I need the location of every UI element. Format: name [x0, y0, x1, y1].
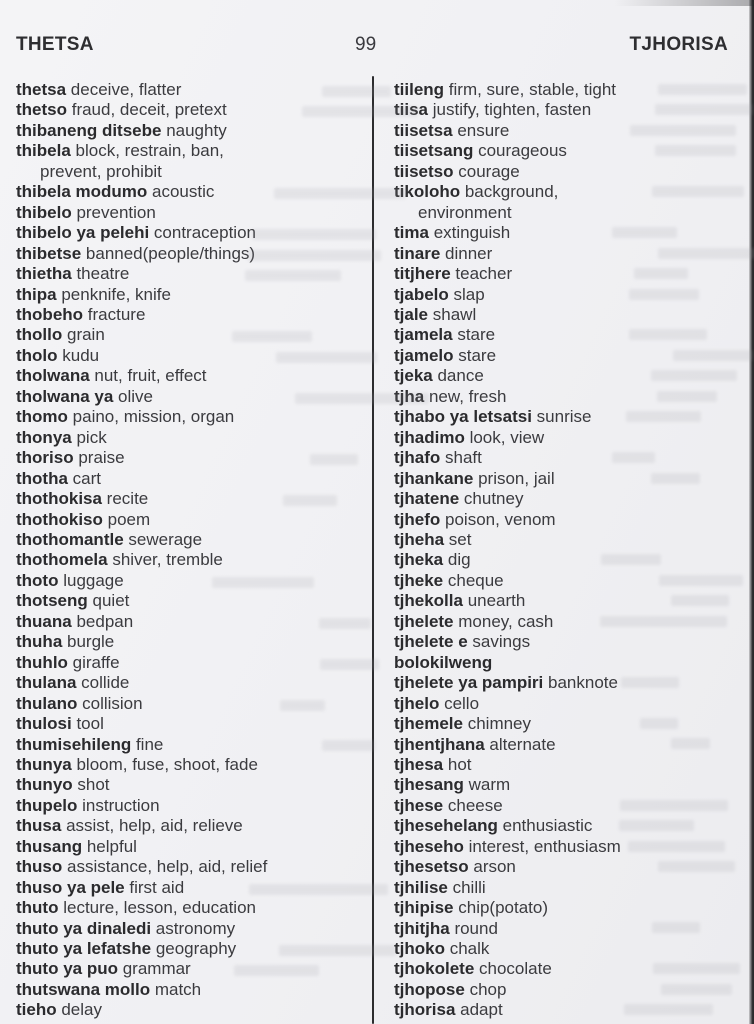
headword: thumisehileng: [16, 734, 132, 754]
headword: tima: [394, 223, 429, 243]
headword: thuto ya puo: [16, 959, 118, 979]
headword: tjheka: [394, 550, 444, 570]
ghost-text-blob: [657, 391, 717, 402]
headword: tjhafo: [394, 448, 441, 468]
ghost-text-blob: [651, 473, 700, 484]
headword: titjhere: [394, 264, 451, 284]
headword: thothomela: [16, 550, 108, 570]
headword: tjhesehelang: [394, 816, 498, 836]
ghost-text-blob: [659, 575, 743, 586]
dictionary-entry-line: tjheke cheque: [394, 570, 504, 590]
headword: thothokiso: [16, 509, 103, 529]
headword: tjhese: [394, 795, 444, 815]
dictionary-entry-line: thuana bedpan: [16, 611, 134, 631]
ghost-text-blob: [624, 1004, 713, 1015]
headword: tieho: [16, 1000, 57, 1020]
headword: thuha: [16, 632, 63, 652]
headword: tjhorisa: [394, 1000, 456, 1020]
running-head-right: TJHORISA: [629, 34, 728, 55]
headword: thoto: [16, 570, 59, 590]
headword: tjhesa: [394, 754, 444, 774]
dictionary-entry-line: tjheseho interest, enthusiasm: [394, 836, 621, 856]
headword: thietha: [16, 264, 72, 284]
headword: thibela modumo: [16, 182, 148, 202]
dictionary-entry-line: titjhere teacher: [394, 264, 513, 284]
dictionary-entry-line: tikoloho background,: [394, 182, 559, 202]
headword: thuso: [16, 857, 63, 877]
ghost-text-blob: [619, 820, 694, 831]
headword: tjamelo: [394, 345, 454, 365]
dictionary-entry-line: thuto ya dinaledi astronomy: [16, 918, 236, 938]
ghost-text-blob: [612, 227, 677, 238]
ghost-text-blob: [252, 229, 376, 240]
dictionary-entry-line: tjeka dance: [394, 366, 484, 386]
headword: tiisetsang: [394, 141, 474, 161]
headword: tjhabo ya letsatsi: [394, 407, 532, 427]
headword: thuana: [16, 611, 72, 631]
dictionary-entry-line: tiisetsa ensure: [394, 120, 510, 140]
dictionary-entry-line: tiisa justify, tighten, fasten: [394, 100, 592, 120]
ghost-text-blob: [295, 393, 429, 404]
headword: thibela: [16, 141, 71, 161]
dictionary-entry-line: tiileng firm, sure, stable, tight: [394, 80, 617, 99]
dictionary-entry-line: thunya bloom, fuse, shoot, fade: [16, 754, 258, 774]
dictionary-entry-line: tjhefo poison, venom: [394, 509, 556, 529]
headword: tjhesetso: [394, 857, 469, 877]
headword: thuhlo: [16, 652, 68, 672]
dictionary-entry-line: thutswana mollo match: [16, 979, 202, 999]
dictionary-entry-line: thumisehileng fine: [16, 734, 164, 754]
headword: thuto ya dinaledi: [16, 918, 152, 938]
ghost-text-blob: [658, 861, 735, 872]
headword: tinare: [394, 243, 441, 263]
dictionary-entry-line: prevent, prohibit: [40, 161, 162, 181]
dictionary-entry-line: thibetse banned(people/things): [16, 243, 256, 263]
dictionary-entry-line: tholo kudu: [16, 345, 100, 365]
headword: tjamela: [394, 325, 453, 345]
dictionary-entry-line: tjhipise chip(potato): [394, 898, 549, 918]
dictionary-entry-line: tjhabo ya letsatsi sunrise: [394, 407, 592, 427]
headword: tjhokolete: [394, 959, 475, 979]
ghost-text-blob: [628, 841, 725, 852]
headword: tjhelete ya pampiri: [394, 673, 544, 693]
dictionary-entry-line: thibelo prevention: [16, 202, 156, 222]
ghost-text-blob: [655, 104, 754, 115]
dictionary-entry-line: tjhafo shaft: [394, 448, 482, 468]
ghost-text-blob: [630, 125, 736, 136]
ghost-text-blob: [634, 268, 688, 279]
ghost-text-blob: [651, 370, 738, 381]
headword: thoriso: [16, 448, 74, 468]
headword: tjhopose: [394, 979, 465, 999]
headword: tjhatene: [394, 489, 460, 509]
dictionary-entry-line: tjheka dig: [394, 550, 471, 570]
ghost-text-blob: [671, 595, 730, 606]
dictionary-entry-line: tjhorisa adapt: [394, 1000, 503, 1020]
headword: tiisetso: [394, 161, 454, 181]
ghost-text-blob: [640, 718, 678, 729]
dictionary-entry-line: thuso assistance, help, aid, relief: [16, 857, 268, 877]
headword: thothokisa: [16, 489, 102, 509]
headword: thobeho: [16, 304, 84, 324]
headword: tjheke: [394, 570, 444, 590]
headword: thuto ya lefatshe: [16, 939, 152, 959]
headword: thulosi: [16, 714, 72, 734]
dictionary-entry-line: thunyo shot: [16, 775, 110, 795]
dictionary-entry-line: thobeho fracture: [16, 304, 146, 324]
dictionary-entry-line: thothokisa recite: [16, 489, 149, 509]
headword: thulana: [16, 673, 77, 693]
ghost-text-blob: [302, 106, 418, 117]
ghost-text-blob: [626, 411, 700, 422]
dictionary-entry-line: environment: [418, 202, 512, 222]
dictionary-entry-line: tjhopose chop: [394, 979, 507, 999]
dictionary-entry-line: tjhesetso arson: [394, 857, 516, 877]
headword: thollo: [16, 325, 63, 345]
dictionary-entry-line: tjhoko chalk: [394, 939, 490, 959]
page-number: 99: [355, 34, 377, 55]
dictionary-entry-line: thulano collision: [16, 693, 143, 713]
ghost-text-blob: [283, 495, 337, 506]
headword: tjhelete: [394, 611, 454, 631]
ghost-text-blob: [652, 922, 701, 933]
dictionary-entry-line: tiisetsang courageous: [394, 141, 567, 161]
ghost-text-blob: [232, 331, 313, 342]
headword: tjheseho: [394, 836, 464, 856]
headword: thupelo: [16, 795, 78, 815]
headword: tjhelo: [394, 693, 440, 713]
dictionary-entry-line: thulosi tool: [16, 714, 104, 734]
headword: tholo: [16, 345, 58, 365]
ghost-text-blob: [658, 248, 754, 259]
headword: tjale: [394, 304, 429, 324]
dictionary-entry-line: thomo paino, mission, organ: [16, 407, 235, 427]
dictionary-entry-line: thusa assist, help, aid, relieve: [16, 816, 243, 836]
dictionary-entry-line: tjhese cheese: [394, 795, 503, 815]
headword: thetso: [16, 100, 67, 120]
ghost-text-blob: [629, 329, 706, 340]
ghost-text-blob: [661, 984, 732, 995]
ghost-text-blob: [620, 800, 728, 811]
dictionary-entry-line: thuto lecture, lesson, education: [16, 898, 256, 918]
ghost-text-blob: [319, 618, 371, 629]
headword: thulano: [16, 693, 78, 713]
headword: tjha: [394, 386, 425, 406]
headword: tjhoko: [394, 939, 445, 959]
dictionary-entry-line: tjhelete ya pampiri banknote: [394, 673, 618, 693]
dictionary-entry-line: tjhesehelang enthusiastic: [394, 816, 593, 836]
headword: tjhentjhana: [394, 734, 485, 754]
headword: tjeka: [394, 366, 433, 386]
ghost-text-blob: [621, 677, 678, 688]
entries-column-left: [16, 80, 368, 1021]
dictionary-entry-line: tiisetso courage: [394, 161, 520, 181]
headword: bolokilweng: [394, 652, 493, 672]
dictionary-entry-line: tjale shawl: [394, 304, 477, 324]
dictionary-entry-line: thotha cart: [16, 468, 101, 488]
headword: thibelo: [16, 202, 72, 222]
headword: thusang: [16, 836, 83, 856]
ghost-text-blob: [671, 738, 710, 749]
dictionary-entry-line: tjhitjha round: [394, 918, 498, 938]
headword: thunya: [16, 754, 72, 774]
dictionary-entry-line: thothokiso poem: [16, 509, 151, 529]
ghost-text-blob: [612, 452, 655, 463]
headword: tjhelete e: [394, 632, 468, 652]
dictionary-entry-line: tjamelo stare: [394, 345, 497, 365]
ghost-text-blob: [274, 188, 406, 199]
dictionary-entry-line: tjhatene chutney: [394, 489, 524, 509]
dictionary-entry-line: tjhilise chilli: [394, 877, 486, 897]
ghost-text-blob: [655, 145, 737, 156]
headword: thusa: [16, 816, 62, 836]
headword: tjhankane: [394, 468, 474, 488]
scan-edge-shadow: [749, 0, 754, 1024]
dictionary-entry-line: tjamela stare: [394, 325, 496, 345]
dictionary-entry-line: thotseng quiet: [16, 591, 130, 611]
headword: thonya: [16, 427, 72, 447]
dictionary-entry-line: thibaneng ditsebe naughty: [16, 120, 227, 140]
ghost-text-blob: [673, 350, 754, 361]
ghost-text-blob: [320, 659, 379, 670]
dictionary-entry-line: thoriso praise: [16, 448, 125, 468]
dictionary-entry-line: thibela modumo acoustic: [16, 182, 215, 202]
dictionary-entry-line: tjhesa hot: [394, 754, 472, 774]
dictionary-entry-line: thibela block, restrain, ban,: [16, 141, 224, 161]
ghost-text-blob: [653, 963, 740, 974]
ghost-text-blob: [652, 186, 745, 197]
dictionary-entry-line: tjhokolete chocolate: [394, 959, 552, 979]
headword: tjheha: [394, 529, 445, 549]
dictionary-entry-line: tjhemele chimney: [394, 714, 532, 734]
dictionary-entry-line: thuhlo giraffe: [16, 652, 120, 672]
ghost-text-blob: [600, 616, 726, 627]
dictionary-entry-line: [394, 653, 744, 673]
dictionary-entry-line: tholwana nut, fruit, effect: [16, 366, 207, 386]
headword: thotseng: [16, 591, 88, 611]
dictionary-entry-line: tjheha set: [394, 529, 472, 549]
ghost-text-blob: [212, 577, 314, 588]
headword: tjhekolla: [394, 591, 463, 611]
dictionary-entry-line: thuto ya lefatshe geography: [16, 939, 237, 959]
headword: thibelo ya pelehi: [16, 223, 150, 243]
ghost-text-blob: [280, 700, 325, 711]
dictionary-entry-line: tjha new, fresh: [394, 386, 507, 406]
dictionary-entry-line: tjhekolla unearth: [394, 591, 526, 611]
dictionary-entry-line: thuha burgle: [16, 632, 115, 652]
dictionary-entry-line: thietha theatre: [16, 264, 130, 284]
ghost-text-blob: [629, 289, 698, 300]
scan-edge-top-shadow: [614, 0, 754, 6]
ghost-text-blob: [247, 250, 381, 261]
dictionary-entry-line: thetsa deceive, flatter: [16, 80, 182, 99]
dictionary-entry-line: thuso ya pele first aid: [16, 877, 185, 897]
dictionary-entry-line: thusang helpful: [16, 836, 137, 856]
entries-column-right: [394, 80, 744, 1021]
ghost-text-blob: [249, 884, 388, 895]
dictionary-entry-line: tjhadimo look, view: [394, 427, 545, 447]
headword: thothomantle: [16, 529, 124, 549]
headword: thipa: [16, 284, 57, 304]
headword: thotha: [16, 468, 68, 488]
ghost-text-blob: [658, 84, 746, 95]
headword: thibaneng ditsebe: [16, 120, 162, 140]
dictionary-entry-line: thollo grain: [16, 325, 105, 345]
dictionary-entry-line: tjhesang warm: [394, 775, 511, 795]
ghost-text-blob: [245, 270, 341, 281]
headword: tholwana: [16, 366, 90, 386]
dictionary-entry-line: tjabelo slap: [394, 284, 485, 304]
dictionary-entry-line: tjhankane prison, jail: [394, 468, 555, 488]
dictionary-entry-line: thothomantle sewerage: [16, 529, 203, 549]
dictionary-entry-line: tjhelete money, cash: [394, 611, 554, 631]
dictionary-entry-line: tholwana ya olive: [16, 386, 153, 406]
dictionary-entry-line: tinare dinner: [394, 243, 493, 263]
headword: thomo: [16, 407, 68, 427]
ghost-text-blob: [234, 965, 319, 976]
headword: thutswana mollo: [16, 979, 151, 999]
headword: tholwana ya: [16, 386, 114, 406]
headword: tjhipise: [394, 898, 454, 918]
ghost-text-blob: [310, 454, 358, 465]
dictionary-entry-line: tjhelete e savings: [394, 632, 531, 652]
ghost-text-blob: [322, 86, 391, 97]
headword: tiisa: [394, 100, 429, 120]
headword: thunyo: [16, 775, 73, 795]
headword: tiisetsa: [394, 120, 453, 140]
headword: tjhesang: [394, 775, 464, 795]
headword: tikoloho: [394, 182, 461, 202]
ghost-text-blob: [279, 945, 396, 956]
headword: thibetse: [16, 243, 82, 263]
headword: tjhefo: [394, 509, 441, 529]
dictionary-entry-line: thupelo instruction: [16, 795, 160, 815]
running-head-left: THETSA: [16, 34, 94, 55]
headword: tjhilise: [394, 877, 448, 897]
headword: thuso ya pele: [16, 877, 125, 897]
headword: thuto: [16, 898, 59, 918]
dictionary-entry-line: tjhelo cello: [394, 693, 480, 713]
dictionary-entry-line: thuto ya puo grammar: [16, 959, 191, 979]
dictionary-entry-line: tima extinguish: [394, 223, 511, 243]
ghost-text-blob: [601, 554, 661, 565]
dictionary-entry-line: tjhentjhana alternate: [394, 734, 556, 754]
headword: tjhitjha: [394, 918, 450, 938]
dictionary-entry-line: thipa penknife, knife: [16, 284, 171, 304]
column-divider-rule: [372, 76, 374, 1024]
headword: tjhadimo: [394, 427, 465, 447]
dictionary-entry-line: thoto luggage: [16, 570, 124, 590]
ghost-text-blob: [276, 352, 377, 363]
dictionary-entry-line: thibelo ya pelehi contraception: [16, 223, 256, 243]
ghost-text-blob: [322, 740, 375, 751]
headword: tjabelo: [394, 284, 449, 304]
dictionary-entry-line: thonya pick: [16, 427, 107, 447]
headword: tiileng: [394, 80, 445, 99]
dictionary-entry-line: thulana collide: [16, 673, 130, 693]
dictionary-entry-line: thetso fraud, deceit, pretext: [16, 100, 227, 120]
dictionary-entry-line: tieho delay: [16, 1000, 102, 1020]
headword: thetsa: [16, 80, 67, 99]
dictionary-entry-line: thothomela shiver, tremble: [16, 550, 223, 570]
headword: tjhemele: [394, 714, 463, 734]
